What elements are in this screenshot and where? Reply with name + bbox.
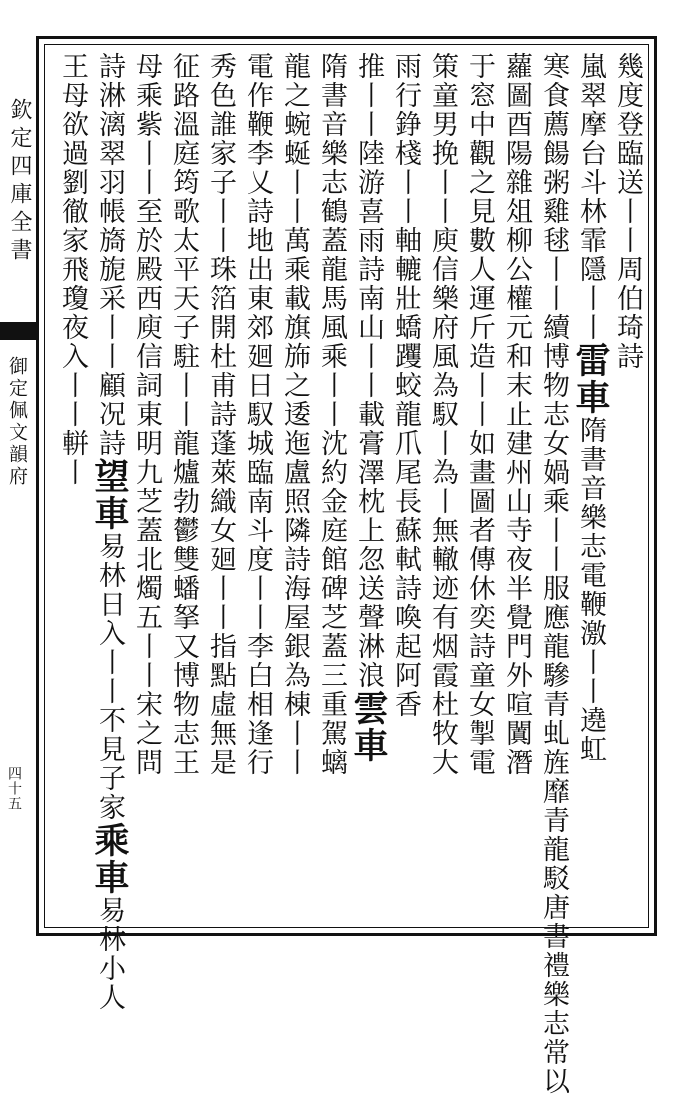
margin-fish-tail [0,322,36,340]
text-segment: 隋書音樂志電鞭激丨丨遶虹 [575,416,606,764]
text-column [201,52,238,912]
text-segment: 征路溫庭筠歌太平天子駐丨丨龍爐勃鬱雙蟠拏又博物志王 [168,52,199,777]
text-segment: 王母欲過劉徹家飛瓊夜入丨丨軿丨 [57,52,88,487]
text-segment: 寒食薦餳粥雞毬丨丨續博物志女媧乘丨丨服應龍驂青虬 [538,52,569,748]
text-column [348,52,389,912]
book-title: 欽定四庫全書 [7,98,32,266]
text-segment: 隋書音樂志鶴蓋龍馬風乘丨丨沈約金庭館碑芝蓋三重駕螭 [316,52,347,777]
text-column [386,52,423,912]
text-segment: 詩淋漓翠羽帳旖旎采丨丨顧况詩 [94,52,125,458]
book-subtitle: 御定佩文韻府 [6,356,28,488]
text-column [312,52,349,912]
headword: 雷車 [570,342,611,416]
text-column [497,52,534,912]
headword: 乘車 [89,822,130,896]
text-column [275,52,312,912]
text-segment: 嵐翠摩台斗林霏隱丨丨 [575,52,606,342]
text-column [53,52,90,912]
text-column [423,52,460,912]
text-column [127,52,164,912]
text-segment: 秀色誰家子丨丨珠箔開杜甫詩蓬萊織女廻丨丨指點虛無是 [205,52,236,777]
text-segment: 電作鞭李乂詩地出東郊廻日馭城臨南斗度丨丨李白相逢行 [242,52,273,777]
text-segment: 于窓中觀之見數人運斤造丨丨如畫圖者傳休奕詩童女掣電 [464,52,495,777]
text-column [570,52,611,912]
page-number: 四十五 [6,766,22,811]
text-column [534,52,571,1096]
text-segment: 易林小人 [94,896,125,1012]
text-column [164,52,201,912]
text-segment: 丨丨 [612,197,643,255]
text-segment: 幾度登臨送 [612,52,643,197]
text-column [89,52,130,1012]
text-column [608,52,645,912]
text-segment: 蘿圖酉陽雜俎柳公權元和末止建州山寺夜半覺門外喧闐潛 [501,52,532,777]
text-segment: 雨行錚棧丨丨軸轆壯蟜躩蛟龍爪尾長蘇軾詩喚起阿香 [390,52,421,719]
margin-strip [0,36,36,936]
text-segment: 周伯琦詩 [612,255,643,371]
text-column [460,52,497,912]
text-column [238,52,275,912]
text-segment: 推丨丨陸游喜雨詩南山丨丨載膏澤枕上忽送聲淋浪 [353,52,384,690]
headword: 雲車 [348,690,389,764]
text-segment: 龍之蜿蜒丨丨萬乘載旗斾之逶迤盧照隣詩海屋銀為棟丨丨 [279,52,310,777]
text-segment: 易林日入丨丨不見子家 [94,532,125,822]
text-segment: 旌靡青龍駁唐書禮樂志常以 [538,748,569,1096]
headword: 望車 [89,458,130,532]
text-segment: 策童男挽丨丨庾信樂府風為馭丨為丨無轍迹有烟霞杜牧大 [427,52,458,777]
text-segment: 母乘紫丨丨至於殿西庾信詞東明九芝蓋北燭五丨丨宋之問 [131,52,162,777]
